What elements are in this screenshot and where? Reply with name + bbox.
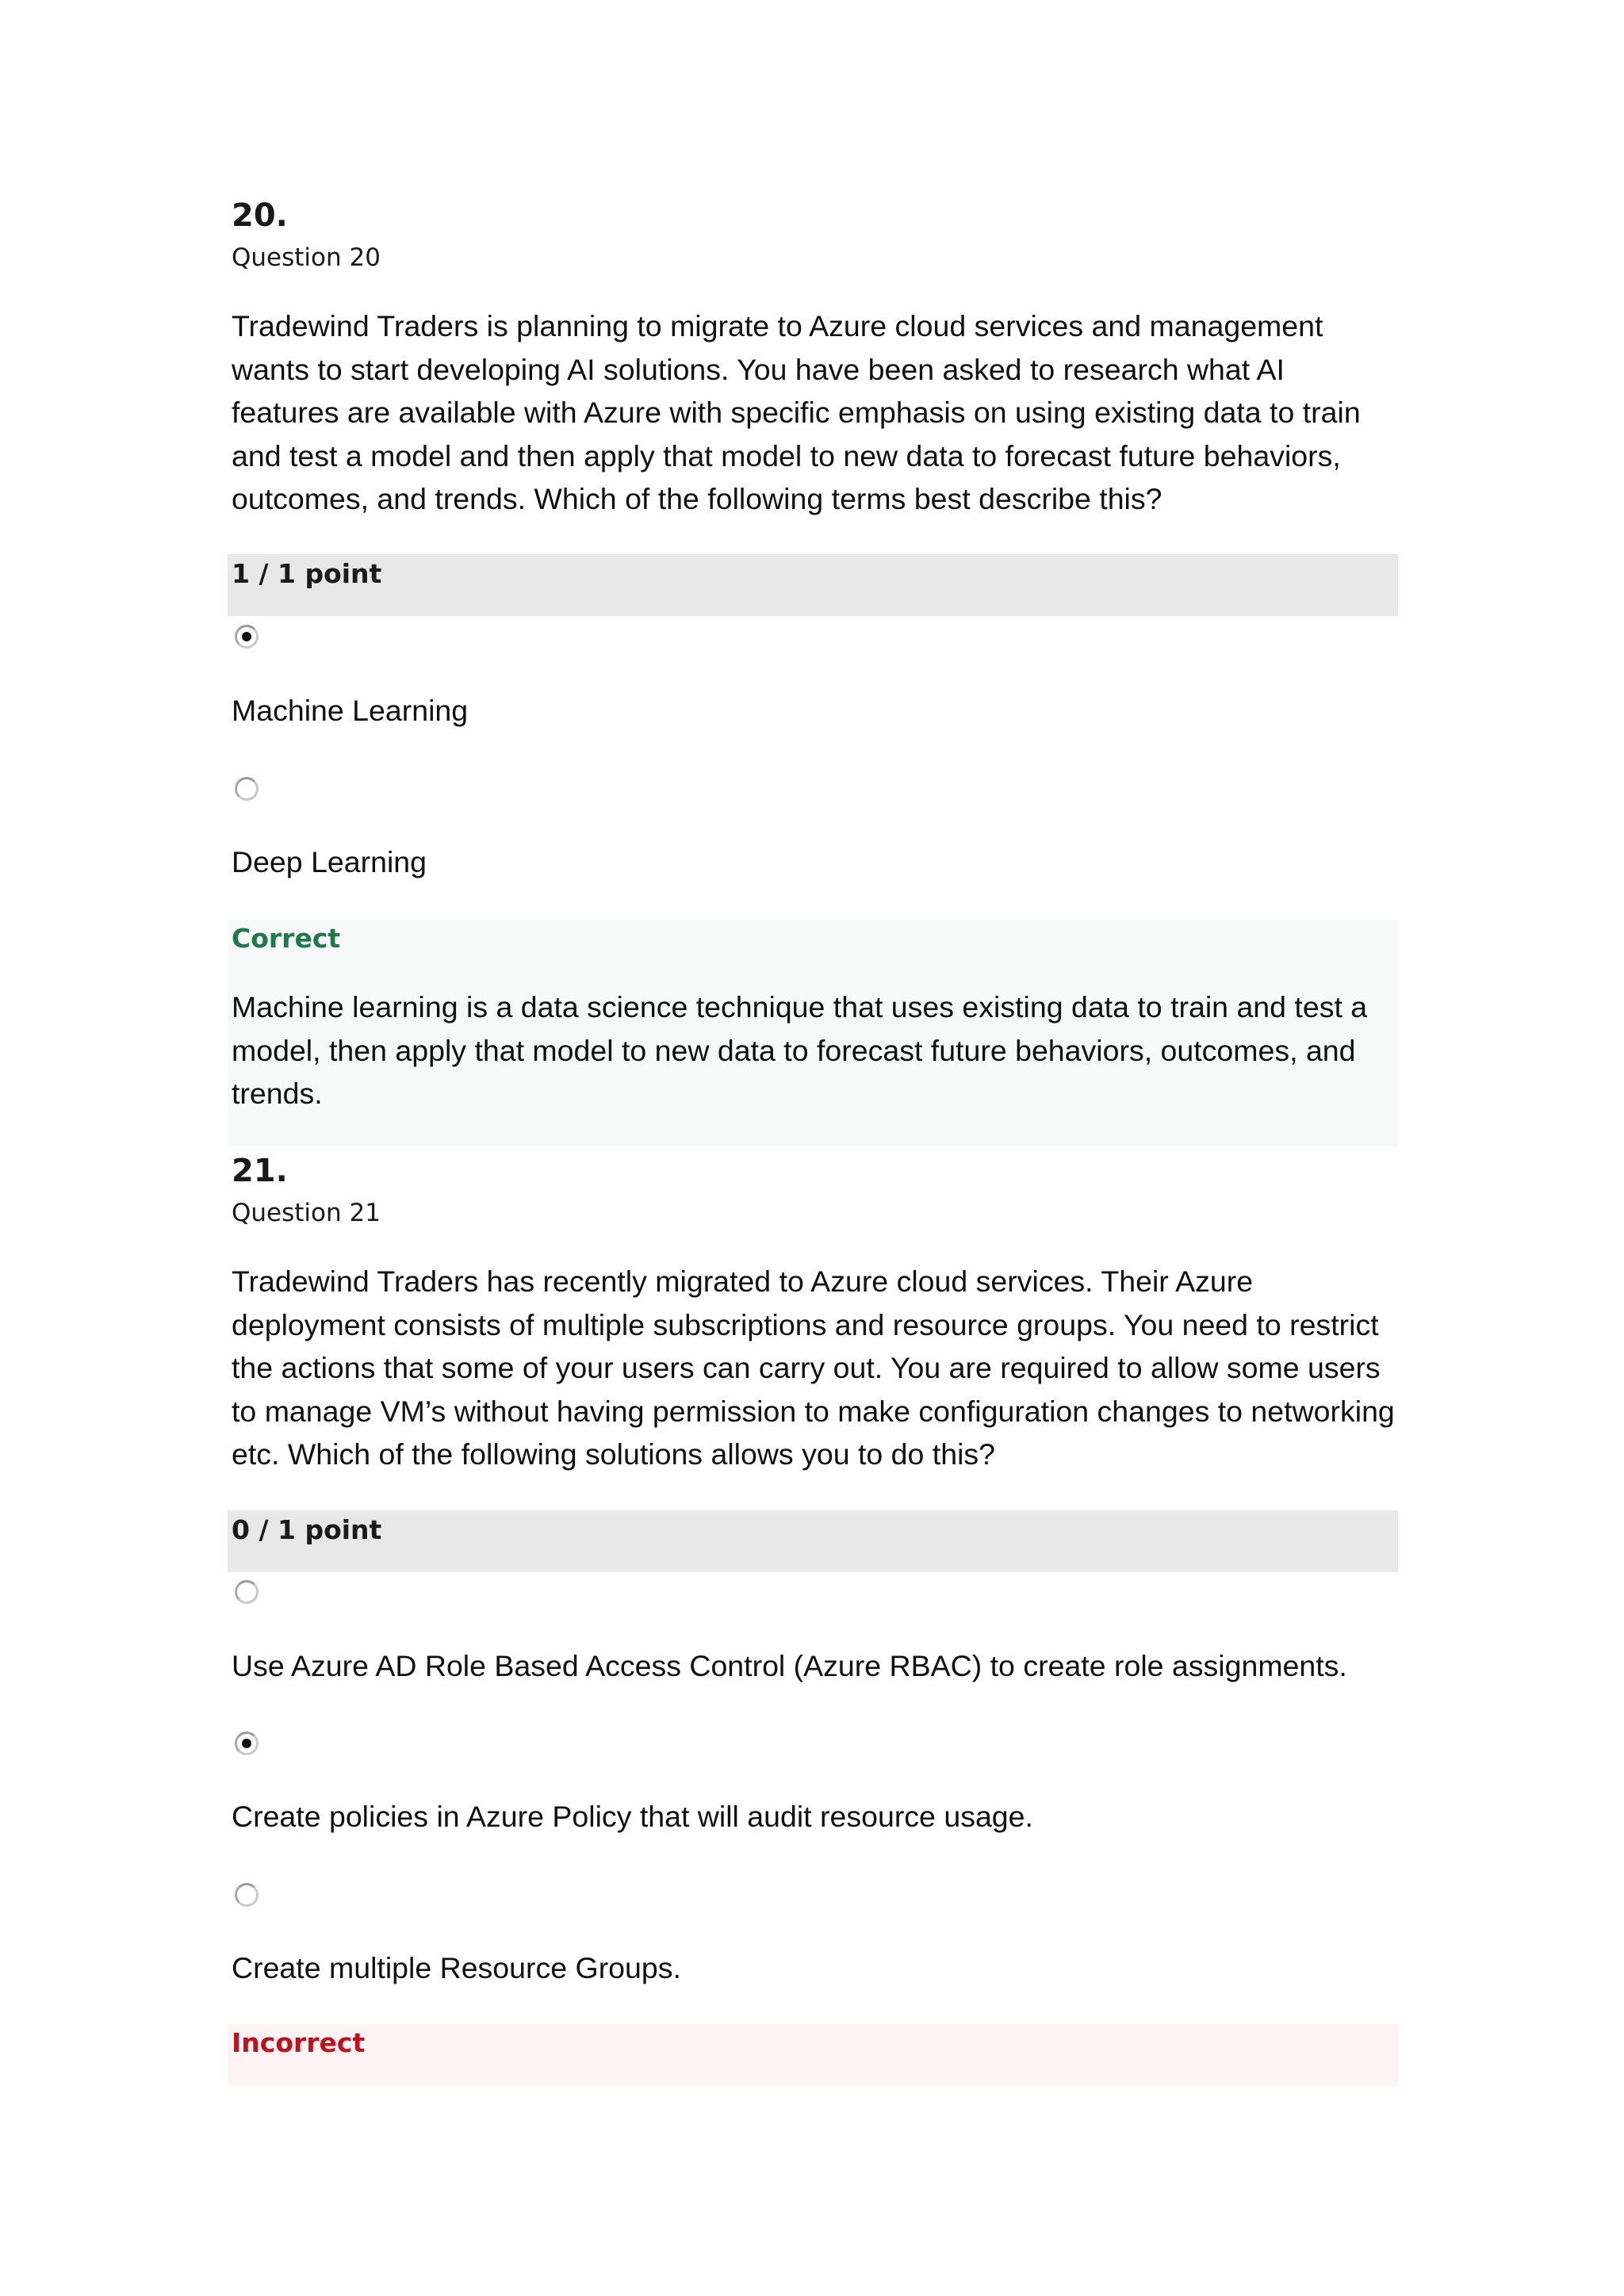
question-label: Question 20 — [232, 243, 381, 272]
question-number: 20. — [232, 197, 288, 234]
points-score: 1 / 1 point — [232, 558, 382, 589]
feedback-panel-incorrect — [228, 2024, 1398, 2086]
radio-selected-icon[interactable] — [235, 1732, 259, 1755]
option-label[interactable]: Deep Learning — [232, 845, 427, 878]
radio-selected-icon[interactable] — [235, 625, 259, 649]
option-label[interactable]: Use Azure AD Role Based Access Control (Azure RBAC) to create role assignments. — [232, 1649, 1347, 1682]
question-label: Question 21 — [232, 1199, 381, 1227]
feedback-panel-correct — [228, 920, 1398, 1146]
feedback-status: Incorrect — [232, 2027, 366, 2058]
question-text: Tradewind Traders is planning to migrate to Azure cloud services and management wants to start developing AI solutions. You have been asked to research what AI features are available with Azure with specific emphasis on using existing data to train and test a model and then apply that model to new data to forecast future behaviors, outcomes, and trends. Which of the following terms best describe this? — [232, 309, 1361, 515]
feedback-explanation: Machine learning is a data science technique that uses existing data to train and test a model, then apply that model to new data to forecast future behaviors, outcomes, and trends. — [232, 990, 1368, 1110]
radio-unselected-icon[interactable] — [235, 1883, 259, 1907]
points-bar — [228, 1510, 1398, 1572]
option-label[interactable]: Create policies in Azure Policy that will audit resource usage. — [232, 1800, 1033, 1833]
radio-unselected-icon[interactable] — [235, 777, 259, 801]
question-number: 21. — [232, 1153, 288, 1189]
radio-unselected-icon[interactable] — [235, 1580, 259, 1604]
option-label[interactable]: Create multiple Resource Groups. — [232, 1951, 681, 1984]
points-score: 0 / 1 point — [232, 1514, 382, 1545]
option-label[interactable]: Machine Learning — [232, 694, 469, 727]
question-text: Tradewind Traders has recently migrated to Azure cloud services. Their Azure deployment consists of multiple subscriptions and resource groups. You need to restrict the actions that some of your users can carry out. You are required to allow some users to manage VM’s without having permission to make configuration changes to networking etc. Which of the following solutions allows you to do this? — [232, 1265, 1395, 1471]
feedback-status: Correct — [232, 923, 341, 954]
points-bar — [228, 554, 1398, 616]
